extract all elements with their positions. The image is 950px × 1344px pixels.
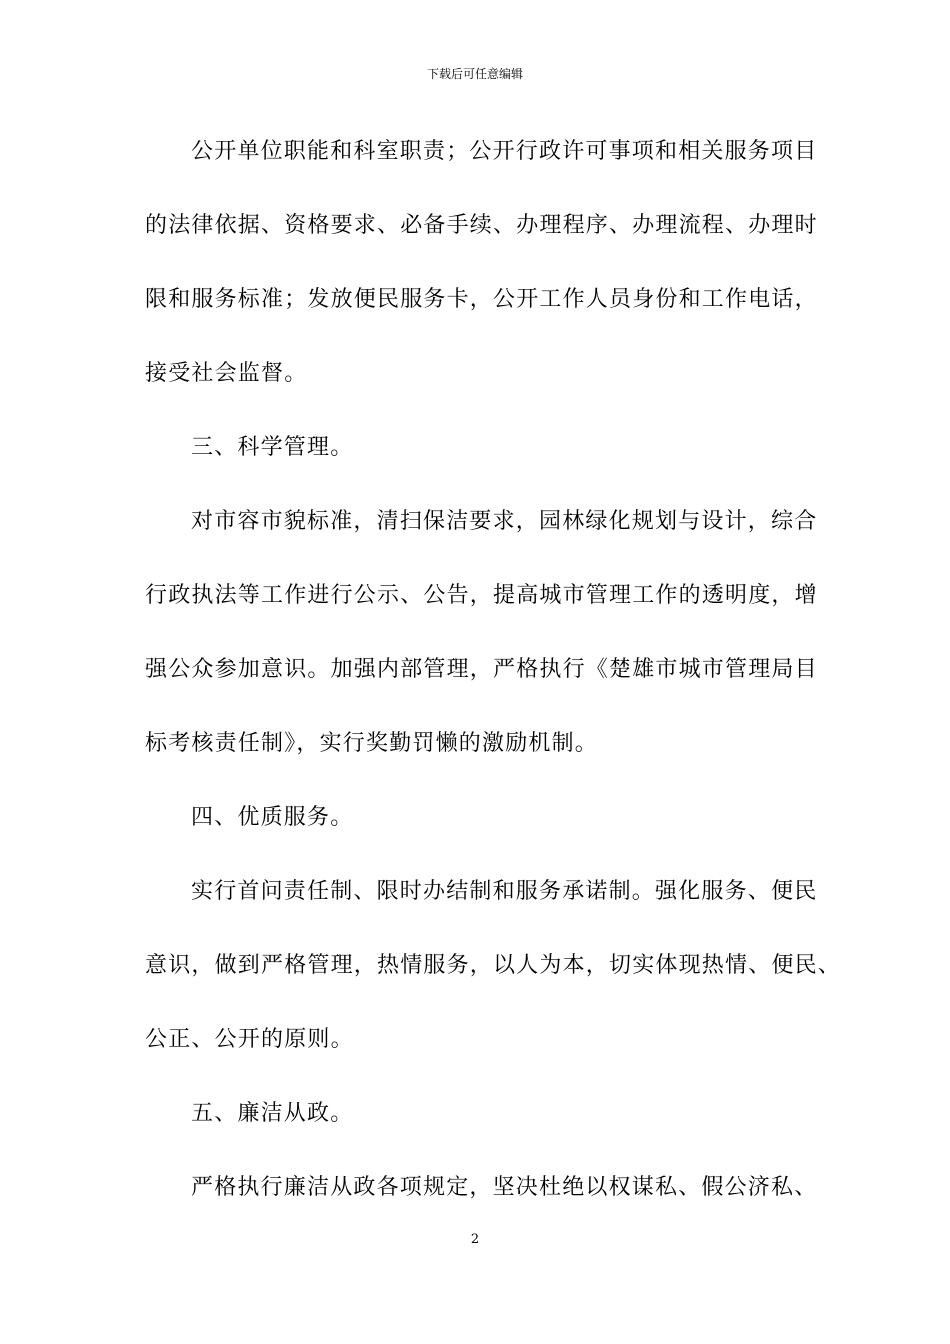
section-heading: 三、科学管理。 [191, 435, 354, 460]
paragraph-line: 严格执行廉洁从政各项规定，坚决杜绝以权谋私、假公济私、 [191, 1175, 818, 1200]
paragraph-line: 的法律依据、资格要求、必备手续、办理程序、办理流程、办理时 [145, 213, 818, 238]
paragraph-line: 限和服务标准；发放便民服务卡，公开工作人员身份和工作电话， [145, 287, 818, 312]
paragraph-line: 标考核责任制》，实行奖勤罚懒的激励机制。 [145, 731, 599, 756]
section-heading: 五、廉洁从政。 [191, 1101, 354, 1126]
page-header: 下载后可任意编辑 [426, 67, 523, 81]
paragraph-line: 实行首问责任制、限时办结制和服务承诺制。强化服务、便民 [191, 879, 818, 904]
page-number: 2 [470, 1232, 480, 1247]
section-heading: 四、优质服务。 [191, 805, 354, 830]
paragraph-line: 公开单位职能和科室职责；公开行政许可事项和相关服务项目 [191, 139, 818, 164]
document-body [145, 127, 842, 1237]
paragraph-line: 意识，做到严格管理，热情服务，以人为本，切实体现热情、便民、 [145, 953, 842, 978]
paragraph-line: 行政执法等工作进行公示、公告，提高城市管理工作的透明度，增 [145, 583, 818, 608]
paragraph-line: 强公众参加意识。加强内部管理，严格执行《楚雄市城市管理局目 [145, 657, 818, 682]
paragraph-line: 接受社会监督。 [145, 361, 308, 386]
paragraph-line: 对市容市貌标准，清扫保洁要求，园林绿化规划与设计，综合 [191, 509, 818, 534]
paragraph-line: 公正、公开的原则。 [145, 1027, 354, 1052]
